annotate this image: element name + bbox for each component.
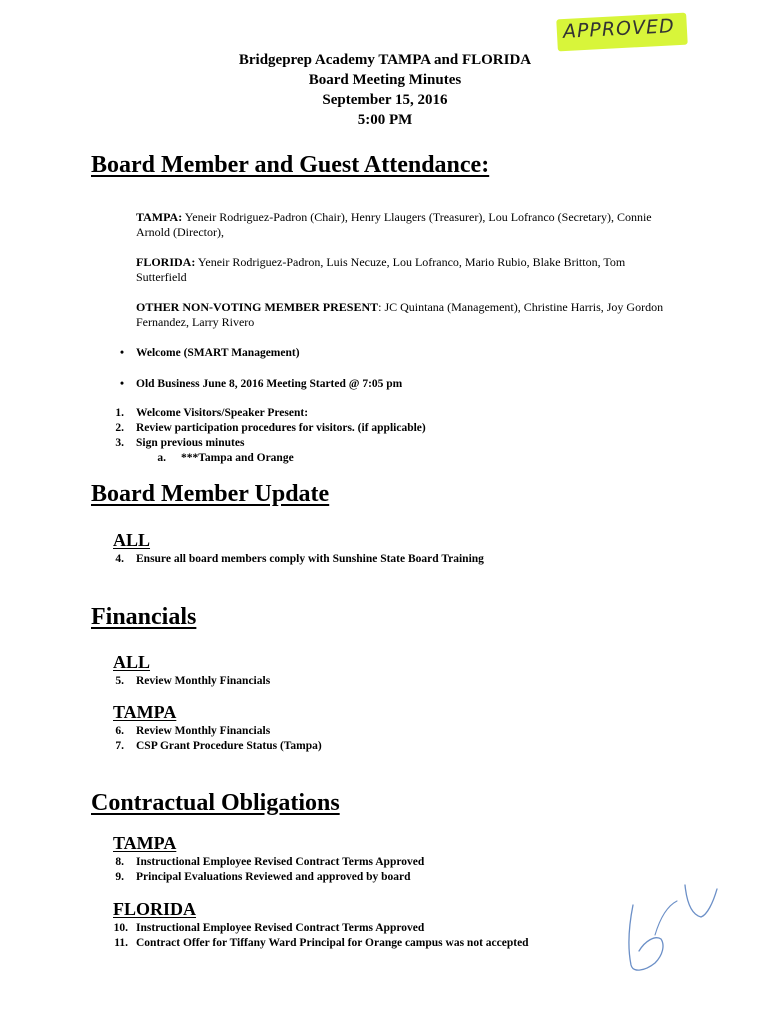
- other-label: OTHER NON-VOTING MEMBER PRESENT: [136, 300, 379, 314]
- approved-stamp: [557, 12, 689, 50]
- attendance-heading: Board Member and Guest Attendance:: [91, 152, 490, 178]
- board-update-all-subheading: ALL: [113, 530, 151, 550]
- item-number: 9.: [115, 871, 124, 883]
- item-text: CSP Grant Procedure Status (Tampa): [136, 740, 322, 752]
- header-line-4: 5:00 PM: [357, 112, 413, 128]
- board-update-heading: Board Member Update: [91, 481, 330, 507]
- tampa-attendance: [136, 210, 666, 240]
- financials-tampa-subheading: TAMPA: [113, 702, 177, 722]
- header-line-2: Board Meeting Minutes: [308, 72, 462, 88]
- other-members: : JC Quintana (Management), Christine Harris, Joy Gordon Fernandez, Larry Rivero: [136, 300, 664, 329]
- item-number: 6.: [115, 725, 124, 737]
- bullet-text: Welcome (SMART Management): [136, 347, 300, 359]
- item-number: 11.: [114, 937, 128, 949]
- tampa-members: Yeneir Rodriguez-Padron (Chair), Henry Llaugers (Treasurer), Lou Lofranco (Secretary), Connie Arnold (Director),: [136, 210, 652, 239]
- item-text: Contract Offer for Tiffany Ward Principal for Orange campus was not accepted: [136, 937, 529, 949]
- item-text: Welcome Visitors/Speaker Present:: [136, 407, 309, 419]
- handwritten-initials-icon: [615, 875, 725, 985]
- item-number: 4.: [115, 553, 124, 565]
- item-text: Review Monthly Financials: [136, 725, 271, 737]
- item-text: Principal Evaluations Reviewed and approved by board: [136, 871, 411, 883]
- item-number: 8.: [115, 856, 124, 868]
- bullet-marker: •: [119, 378, 124, 390]
- item-number: 1.: [115, 407, 124, 419]
- item-text: Ensure all board members comply with Sunshine State Board Training: [136, 553, 484, 565]
- stamp-text: APPROVED: [562, 15, 676, 43]
- contractual-florida-subheading: FLORIDA: [113, 899, 197, 919]
- florida-attendance: [136, 255, 666, 285]
- header-line-3: September 15, 2016: [322, 92, 448, 108]
- item-number: 2.: [115, 422, 124, 434]
- sub-item-text: ***Tampa and Orange: [181, 452, 294, 464]
- document-header: [0, 50, 770, 130]
- florida-members: Yeneir Rodriguez-Padron, Luis Necuze, Lou Lofranco, Mario Rubio, Blake Britton, Tom Sutterfield: [136, 255, 626, 284]
- header-line-1: Bridgeprep Academy TAMPA and FLORIDA: [238, 52, 532, 68]
- bullet-text: Old Business June 8, 2016 Meeting Started @ 7:05 pm: [136, 378, 403, 390]
- item-number: 7.: [115, 740, 124, 752]
- item-text: Instructional Employee Revised Contract Terms Approved: [136, 922, 425, 934]
- item-text: Instructional Employee Revised Contract Terms Approved: [136, 856, 425, 868]
- other-attendance: [136, 300, 666, 330]
- contractual-tampa-subheading: TAMPA: [113, 833, 177, 853]
- financials-heading: Financials: [91, 604, 197, 630]
- item-number: 3.: [115, 437, 124, 449]
- item-text: Sign previous minutes: [136, 437, 245, 449]
- item-number: 10.: [113, 922, 128, 934]
- bullet-marker: •: [119, 347, 124, 359]
- item-text: Review participation procedures for visitors. (if applicable): [136, 422, 426, 434]
- florida-label: FLORIDA:: [136, 255, 196, 269]
- contractual-heading: Contractual Obligations: [91, 790, 340, 816]
- item-text: Review Monthly Financials: [136, 675, 271, 687]
- financials-all-subheading: ALL: [113, 652, 151, 672]
- tampa-label: TAMPA:: [136, 210, 183, 224]
- sub-item-marker: a.: [157, 452, 166, 464]
- item-number: 5.: [115, 675, 124, 687]
